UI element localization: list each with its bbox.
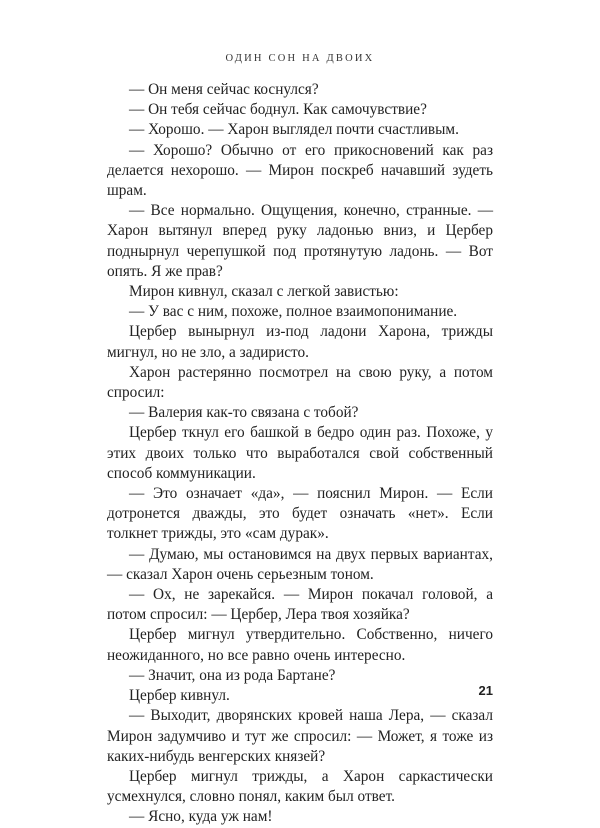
paragraph: Цербер мигнул трижды, а Харон саркастически усмехнулся, словно понял, каким был ответ. — [107, 767, 493, 806]
paragraph: — Валерия как-то связана с тобой? — [129, 404, 359, 422]
paragraph: — Хорошо? Обычно от его прикосновений как раз делается нехорошо. — Мирон поскреб начавший зудеть шрам. — [107, 141, 493, 200]
paragraph: — Это означает «да», — пояснил Мирон. — Если дотронется дважды, это будет означать «нет». Если толкнет трижды, это «сам дурак». — [107, 485, 493, 543]
paragraph: — Ох, не зарекайся. — Мирон покачал головой, а потом спросил: — Цербер, Лера твоя хозяйка? — [107, 586, 493, 624]
paragraph: — У вас с ним, похоже, полное взаимопонимание. — [129, 303, 458, 321]
paragraph: Харон растерянно посмотрел на свою руку, а потом спросил: — [107, 363, 493, 402]
paragraph: — Он тебя сейчас боднул. Как самочувствие? — [129, 101, 427, 119]
paragraph: — Думаю, мы остановимся на двух первых вариантах, — сказал Харон очень серьезным тоном. — [107, 545, 493, 583]
paragraph: — Значит, она из рода Бартане? — [129, 666, 336, 684]
paragraph: Цербер ткнул его башкой в бедро один раз. Похоже, у этих двоих только что выработался свой собственный способ коммуникации. — [107, 424, 493, 482]
paragraph: — Все нормально. Ощущения, конечно, странные. — Харон вытянул вперед руку ладонью вниз, и Цербер поднырнул черепушкой под протянутую ладонь. — Вот опять. Я же прав? — [107, 202, 493, 280]
body-text — [107, 80, 493, 828]
paragraph: Мирон кивнул, сказал с легкой завистью: — [129, 283, 399, 301]
running-header: ОДИН СОН НА ДВОИХ — [225, 53, 375, 64]
paragraph: Цербер мигнул утвердительно. Собственно, ничего неожиданного, но все равно очень интересно. — [107, 626, 493, 664]
paragraph: — Выходит, дворянских кровей наша Лера, — сказал Мирон задумчиво и тут же спросил: — Может, я тоже из каких-нибудь венгерских князей? — [107, 707, 493, 765]
paragraph: Цербер кивнул. — [129, 687, 230, 705]
paragraph: Цербер вынырнул из-под ладони Харона, трижды мигнул, но не зло, а задиристо. — [107, 323, 493, 361]
paragraph: — Ясно, куда уж нам! — [129, 808, 273, 826]
paragraph: — Хорошо. — Харон выглядел почти счастливым. — [129, 121, 459, 139]
page-number: 21 — [478, 683, 493, 698]
paragraph: — Он меня сейчас коснулся? — [129, 81, 319, 98]
